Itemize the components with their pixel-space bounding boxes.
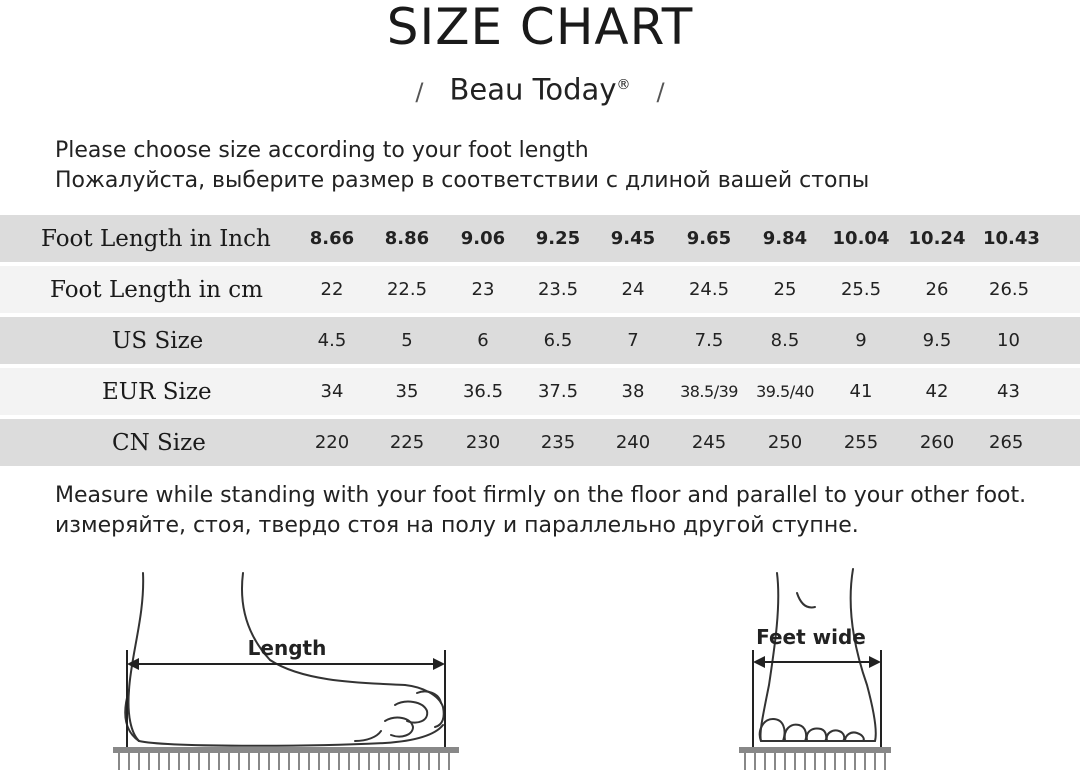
table-cell: 37.5 — [521, 366, 595, 417]
table-cell: 9 — [823, 315, 899, 366]
table-cell: 255 — [823, 417, 899, 468]
table-cell: 43 — [975, 366, 1080, 417]
table-cell: 36.5 — [445, 366, 521, 417]
table-cell: 4.5 — [295, 315, 369, 366]
intro-line-ru: Пожалуйста, выберите размер в соответствии с длиной вашей стопы — [55, 168, 870, 193]
table-cell: 250 — [747, 417, 823, 468]
measure-line-ru: измеряйте, стоя, твердо стоя на полу и параллельно другой ступне. — [55, 513, 859, 538]
table-cell: 220 — [295, 417, 369, 468]
table-cell: 26 — [899, 264, 975, 315]
brand-name: Beau Today — [449, 72, 617, 107]
table-cell: 9.25 — [521, 215, 595, 264]
registered-mark: ® — [616, 77, 631, 93]
table-cell: 38 — [595, 366, 671, 417]
table-cell: 9.06 — [445, 215, 521, 264]
table-cell: 41 — [823, 366, 899, 417]
table-cell: 9.5 — [899, 315, 975, 366]
row-label: Foot Length in Inch — [0, 215, 295, 264]
table-cell: 6.5 — [521, 315, 595, 366]
table-cell: 24.5 — [671, 264, 747, 315]
table-cell: 225 — [369, 417, 445, 468]
table-cell: 8.66 — [295, 215, 369, 264]
brand-row — [0, 64, 1080, 113]
row-label: CN Size — [0, 417, 295, 468]
foot-front-view-illustration — [735, 565, 895, 775]
table-cell: 35 — [369, 366, 445, 417]
table-cell: 26.5 — [975, 264, 1080, 315]
table-row-eur — [0, 366, 1080, 417]
table-cell: 7.5 — [671, 315, 747, 366]
table-cell: 6 — [445, 315, 521, 366]
table-cell: 10 — [975, 315, 1080, 366]
table-cell: 9.45 — [595, 215, 671, 264]
measure-instructions — [55, 481, 1026, 541]
measure-line-en: Measure while standing with your foot firmly on the floor and parallel to your other foot. — [55, 483, 1027, 508]
length-label: Length — [247, 636, 327, 660]
table-row-cn — [0, 417, 1080, 468]
table-cell: 245 — [671, 417, 747, 468]
row-label: US Size — [0, 315, 295, 366]
table-cell: 9.65 — [671, 215, 747, 264]
intro-line-en: Please choose size according to your foot length — [55, 138, 589, 163]
table-row-us — [0, 315, 1080, 366]
table-cell: 230 — [445, 417, 521, 468]
table-row-inch — [0, 215, 1080, 264]
table-cell: 265 — [975, 417, 1080, 468]
table-cell: 10.04 — [823, 215, 899, 264]
size-table — [0, 215, 1080, 470]
table-cell: 7 — [595, 315, 671, 366]
row-label: Foot Length in cm — [0, 264, 295, 315]
table-cell: 24 — [595, 264, 671, 315]
slash-right: / — [656, 77, 665, 106]
table-cell: 39.5/40 — [747, 366, 823, 417]
table-cell: 23.5 — [521, 264, 595, 315]
table-cell: 25 — [747, 264, 823, 315]
table-cell: 235 — [521, 417, 595, 468]
table-row-cm — [0, 264, 1080, 315]
table-cell: 34 — [295, 366, 369, 417]
page-title: SIZE CHART — [386, 0, 694, 56]
table-cell: 42 — [899, 366, 975, 417]
table-cell: 8.5 — [747, 315, 823, 366]
table-cell: 9.84 — [747, 215, 823, 264]
table-cell: 10.43 — [975, 215, 1080, 264]
table-cell: 10.24 — [899, 215, 975, 264]
row-label: EUR Size — [0, 366, 295, 417]
feet-wide-label: Feet wide — [756, 625, 866, 649]
table-cell: 22.5 — [369, 264, 445, 315]
table-cell: 5 — [369, 315, 445, 366]
table-cell: 25.5 — [823, 264, 899, 315]
table-cell: 8.86 — [369, 215, 445, 264]
slash-left: / — [415, 77, 424, 106]
table-cell: 23 — [445, 264, 521, 315]
intro-text — [55, 136, 869, 196]
table-cell: 240 — [595, 417, 671, 468]
table-cell: 260 — [899, 417, 975, 468]
foot-side-view-illustration — [105, 565, 465, 775]
table-cell: 22 — [295, 264, 369, 315]
table-cell: 38.5/39 — [671, 366, 747, 417]
